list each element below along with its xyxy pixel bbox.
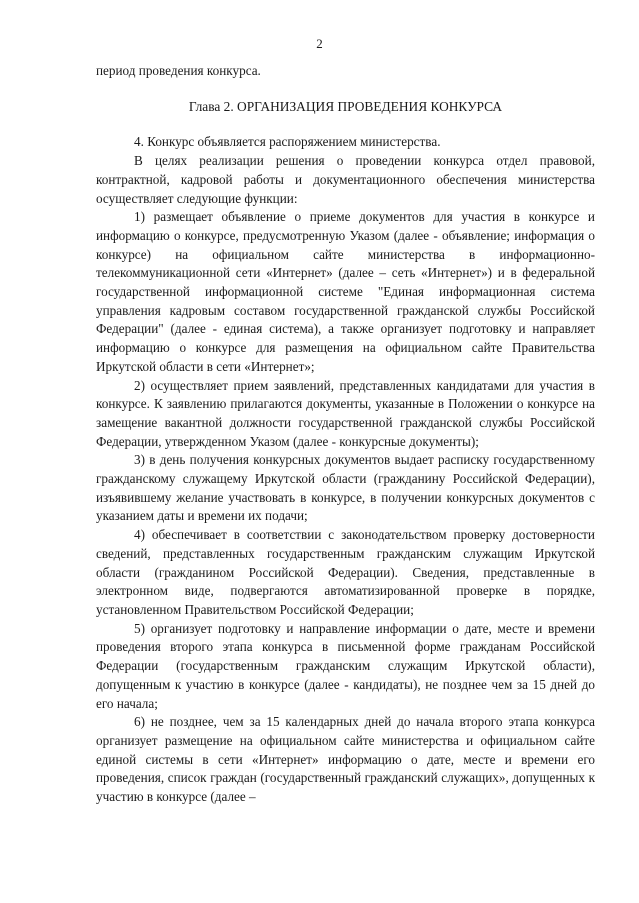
paragraph-item-1: 1) размещает объявление о приеме документов для участия в конкурсе и информацию о конкурсе, предусмотренную Указом (далее - объявление; информация о конкурсе) на официальном сайте министерства в информационно-телекоммуникационной сети «Интернет» (далее – сеть «Интернет») и в федеральной государственной информационной системе "Единая информационная система управления кадровым составом государственной гражданской службы Российской Федерации" (далее - единая система), а также организует подготовку и направляет информацию о конкурсе для размещения на официальном сайте Правительства Иркутской области в сети «Интернет»; [96,209,595,374]
paragraph-item-3: 3) в день получения конкурсных документов выдает расписку государственному гражданскому служащему Иркутской области (гражданину Российской Федерации), изъявившему желание участвовать в конкурсе, в получении конкурсных документов с указанием даты и времени их подачи; [96,452,595,524]
chapter-title: Глава 2. ОРГАНИЗАЦИЯ ПРОВЕДЕНИЯ КОНКУРСА [188,98,503,114]
paragraph-intro-functions: В целях реализации решения о проведении конкурса отдел правовой, контрактной, кадровой работы и документационного обеспечения министерства осуществляет следующие функции: [96,153,595,206]
page-number: 2 [316,36,323,51]
document-body [96,62,595,807]
paragraph-item-5: 5) организует подготовку и направление информации о дате, месте и времени проведения второго этапа конкурса в письменной форме гражданам Российской Федерации (государственным гражданским служащим Иркутской области), допущенным к участию в конкурсе (далее - кандидаты), не позднее чем за 15 дней до его начала; [96,620,595,711]
paragraph-4: 4. Конкурс объявляется распоряжением министерства. [134,134,441,150]
paragraph-item-2: 2) осуществляет прием заявлений, представленных кандидатами для участия в конкурсе. К заявлению прилагаются документы, указанные в Положении о конкурсе на замещение вакантной должности государственной гражданской службы Российской Федерации, утвержденном Указом (далее - конкурсные документы); [96,377,595,449]
paragraph-item-6: 6) не позднее, чем за 15 календарных дней до начала второго этапа конкурса организует размещение на официальном сайте министерства и официальном сайте единой системы в сети «Интернет» информацию о дате, месте и времени его проведения, список граждан (государственный гражданский служащих», допущенных к участию в конкурсе (далее – [96,714,595,805]
continued-line: период проведения конкурса. [96,63,261,78]
paragraph-item-4: 4) обеспечивает в соответствии с законодательством проверку достоверности сведений, представленных государственным гражданским служащим Иркутской области (гражданином Российской Федерации). Сведения, представленные в электронном виде, подвергаются автоматизированной проверке в порядке, установленном Правительством Российской Федерации; [96,527,595,617]
